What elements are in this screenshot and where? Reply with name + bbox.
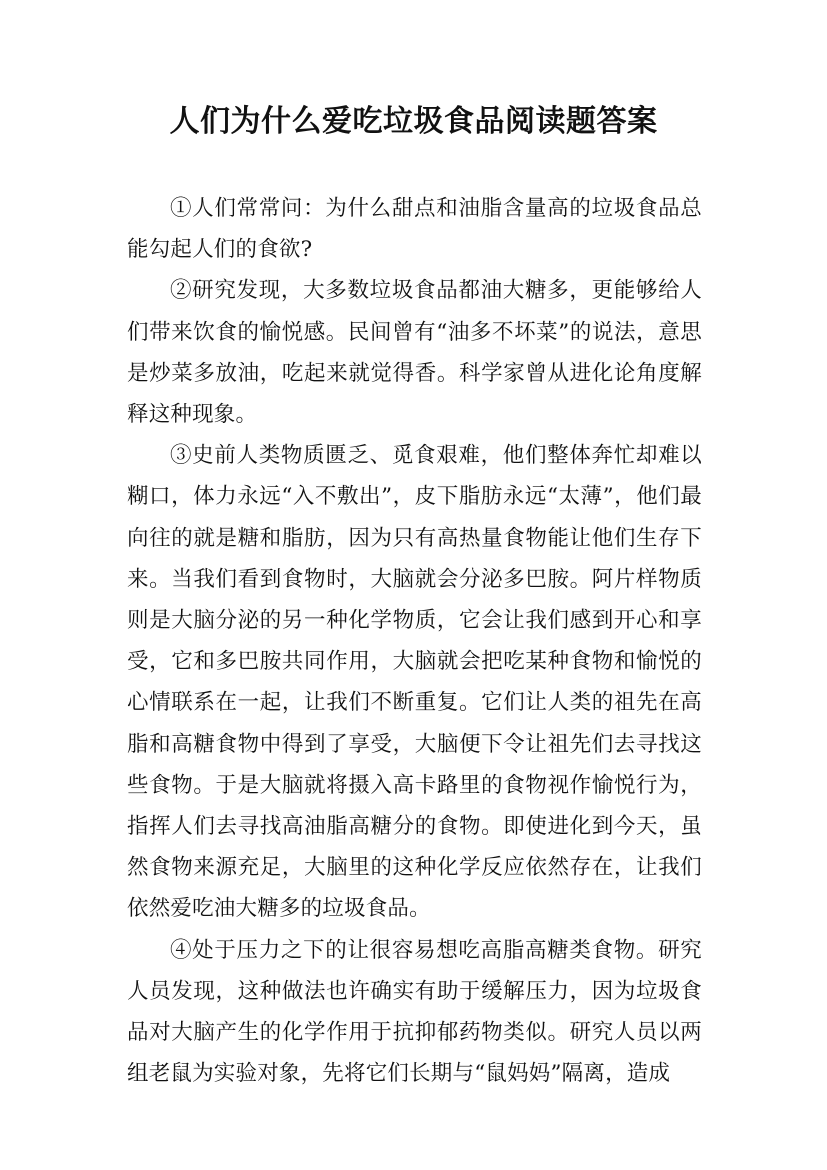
paragraph-4: ④处于压力之下的让很容易想吃高脂高糖类食物。研究人员发现，这种做法也许确实有助于缓解压力，因为垃圾食品对大脑产生的化学作用于抗抑郁药物类似。研究人员以两组老鼠为实验对象，先将它们长期与“鼠妈妈”隔离，造成 (127, 937, 702, 1087)
paragraph-3: ③史前人类物质匮乏、觅食艰难，他们整体奔忙却难以糊口，体力永远“入不敷出”，皮下脂肪永远“太薄”，他们最向往的就是糖和脂肪，因为只有高热量食物能让他们生存下来。当我们看到食物时，大脑就会分泌多巴胺。阿片样物质则是大脑分泌的另一种化学物质，它会让我们感到开心和享受，它和多巴胺共同作用，大脑就会把吃某种食物和愉悦的心情联系在一起，让我们不断重复。它们让人类的祖先在高脂和高糖食物中得到了享受，大脑便下令让祖先们去寻找这些食物。于是大脑就将摄入高卡路里的食物视作愉悦行为，指挥人们去寻找高油脂高糖分的食物。即使进化到今天，虽然食物来源充足，大脑里的这种化学反应依然存在，让我们依然爱吃油大糖多的垃圾食品。 (127, 443, 702, 922)
document-title: 人们为什么爱吃垃圾食品阅读题答案 (169, 104, 658, 139)
paragraph-2: ②研究发现，大多数垃圾食品都油大糖多，更能够给人们带来饮食的愉悦感。民间曾有“油多不坏菜”的说法，意思是炒菜多放油，吃起来就觉得香。科学家曾从进化论角度解释这种现象。 (127, 278, 702, 428)
paragraph-1: ①人们常常问：为什么甜点和油脂含量高的垃圾食品总能勾起人们的食欲? (127, 196, 702, 263)
document-body (127, 188, 702, 1094)
